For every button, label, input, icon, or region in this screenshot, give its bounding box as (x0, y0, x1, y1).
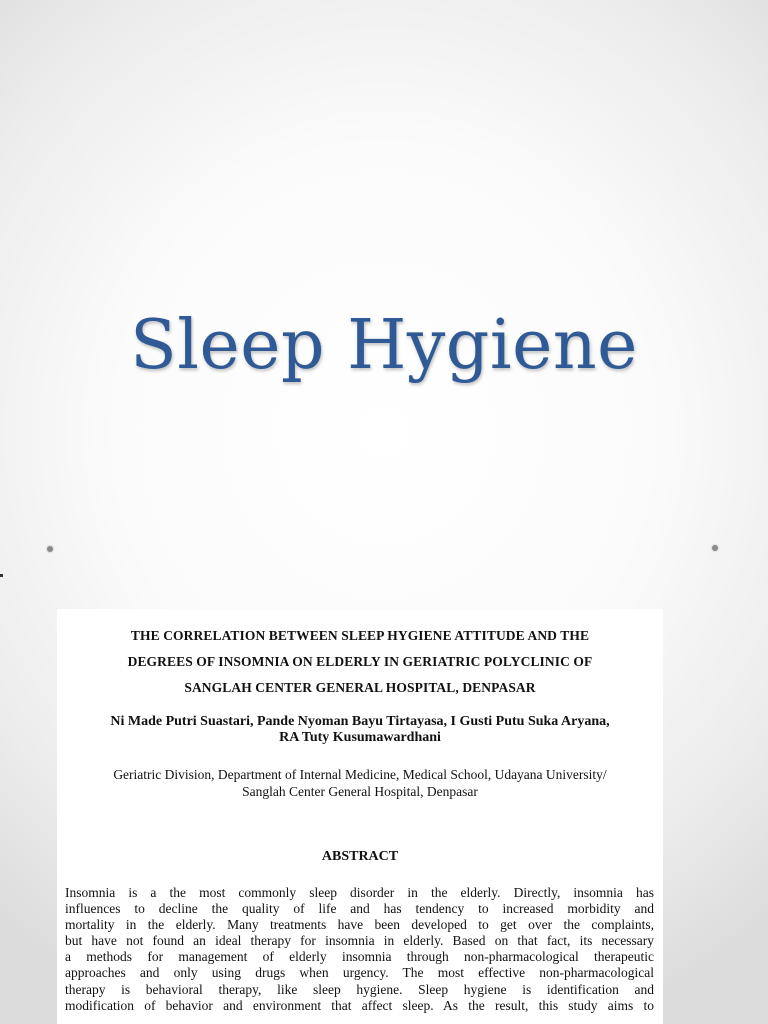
abstract-line: approaches and only using drugs when urgency. The most effective non-pharmacological (65, 965, 654, 981)
paper-title-line: DEGREES OF INSOMNIA ON ELDERLY IN GERIATRIC POLYCLINIC OF (127, 654, 593, 669)
paper-affiliation (57, 766, 663, 800)
edge-mark (0, 574, 3, 577)
affiliation-line: Sanglah Center General Hospital, Denpasar (242, 784, 478, 799)
bullet-dot-left (47, 546, 53, 552)
paper-authors (57, 714, 663, 746)
abstract-heading: ABSTRACT (321, 849, 399, 864)
authors-line: RA Tuty Kusumawardhani (279, 730, 441, 745)
abstract-body (65, 885, 654, 1014)
affiliation-line: Geriatric Division, Department of Internal Medicine, Medical School, Udayana University/ (113, 767, 607, 782)
paper-excerpt-image (57, 609, 663, 1024)
authors-line: Ni Made Putri Suastari, Pande Nyoman Bayu Tirtayasa, I Gusti Putu Suka Aryana, (110, 714, 610, 729)
abstract-line: modification of behavior and environment that affect sleep. As the result, this study aims to (65, 997, 654, 1013)
abstract-line: but have not found an ideal therapy for insomnia in elderly. Based on that fact, its necessary (65, 933, 654, 949)
paper-title-line: THE CORRELATION BETWEEN SLEEP HYGIENE ATTITUDE AND THE (130, 628, 590, 643)
abstract-line: Insomnia is a the most commonly sleep disorder in the elderly. Directly, insomnia has (65, 885, 654, 900)
paper-title (57, 623, 663, 701)
bullet-dot-right (712, 545, 718, 551)
abstract-line: a methods for management of elderly insomnia through non-pharmacological therapeutic (65, 949, 654, 965)
slide-title: Sleep Hygiene (130, 306, 638, 385)
abstract-line: influences to decline the quality of life and has tendency to increased morbidity and (65, 901, 654, 917)
paper-title-line: SANGLAH CENTER GENERAL HOSPITAL, DENPASAR (184, 680, 536, 695)
abstract-line: mortality in the elderly. Many treatments have been developed to get over the complaints, (65, 917, 654, 933)
abstract-line: therapy is behavioral therapy, like sleep hygiene. Sleep hygiene is identification and (65, 981, 654, 997)
